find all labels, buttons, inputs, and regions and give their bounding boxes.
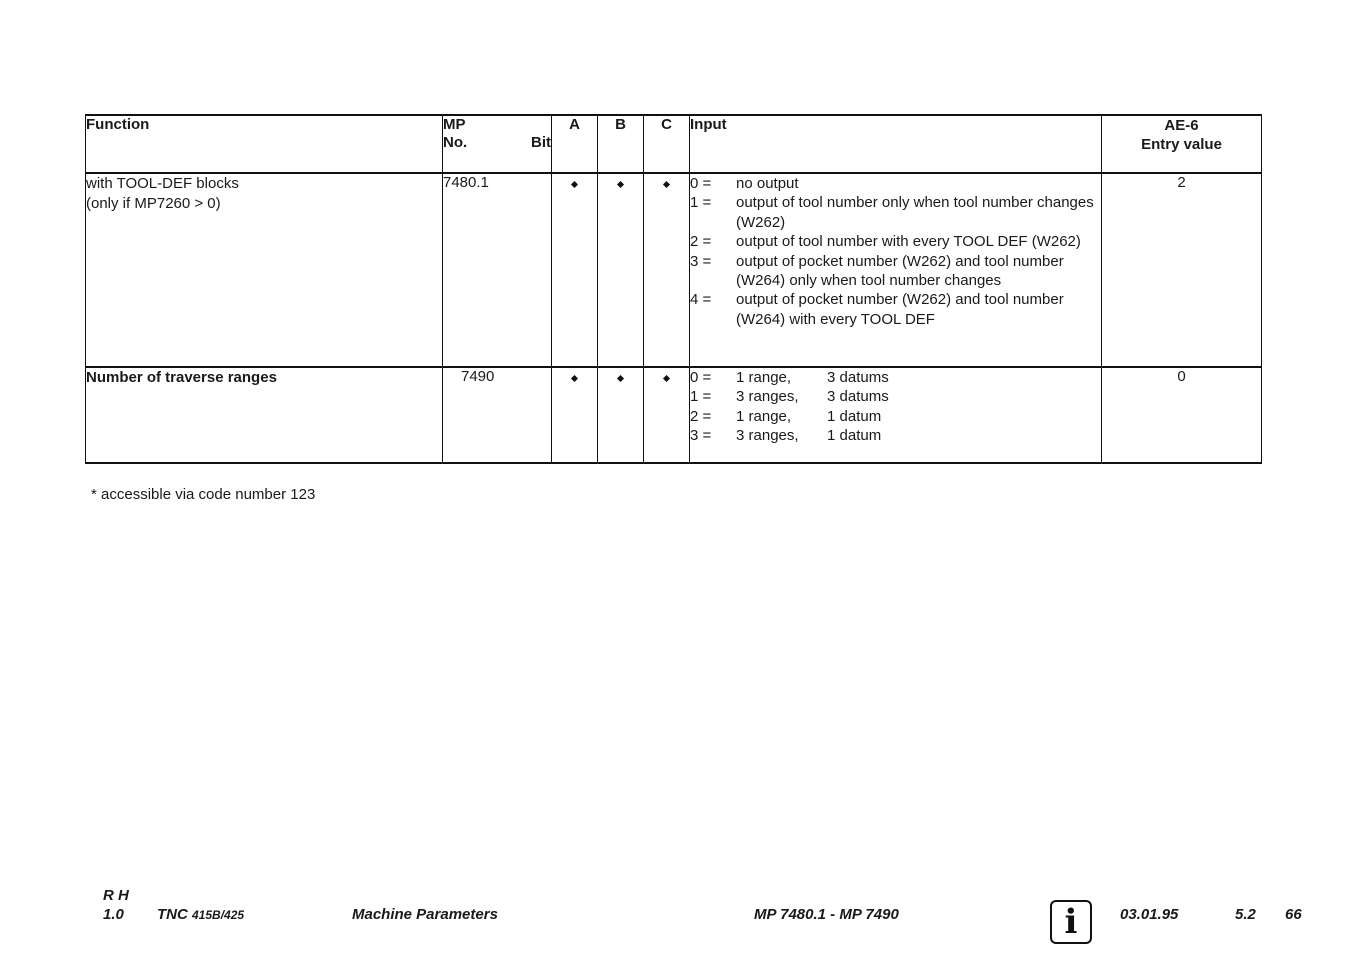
footer-date: 03.01.95	[1120, 906, 1179, 923]
info-icon	[1050, 900, 1092, 944]
header-input: Input	[690, 115, 1102, 173]
table-row	[86, 367, 1262, 463]
mp-number: 7490	[443, 367, 552, 463]
input-options	[690, 173, 1102, 367]
input-option	[690, 290, 1101, 329]
footer-page: 66	[1285, 906, 1302, 923]
header-a: A	[552, 115, 598, 173]
mp-number: 7480.1	[443, 173, 552, 367]
option-text: output of pocket number (W262) and tool number (W264) only when tool number changes	[736, 252, 1064, 290]
col-a-marker	[552, 173, 598, 367]
footer-section: 5.2	[1235, 906, 1256, 923]
footnote: * accessible via code number 123	[91, 486, 316, 503]
input-option	[690, 368, 1101, 387]
option-range: 1 range,	[736, 369, 792, 386]
col-c-marker	[644, 173, 690, 367]
diamond-bullet-icon	[571, 375, 578, 382]
machine-parameters-table	[85, 114, 1262, 464]
option-range: 3 ranges,	[736, 388, 799, 406]
col-c-marker	[644, 367, 690, 463]
footer-tnc: TNC	[157, 906, 188, 923]
input-option	[690, 426, 1101, 445]
entry-value: 2	[1102, 173, 1262, 367]
option-key: 4 =	[690, 291, 712, 309]
header-ae6: AE-6	[1164, 117, 1199, 134]
header-bit: Bit	[531, 134, 551, 151]
header-mp-label: MP	[443, 116, 466, 133]
header-entry-value	[1102, 115, 1262, 173]
option-datum: 3 datums	[827, 388, 889, 406]
option-datum: 3 datums	[827, 369, 889, 386]
function-line: with TOOL-DEF blocks	[86, 175, 239, 192]
input-option	[690, 193, 1101, 232]
option-key: 3 =	[690, 427, 712, 445]
function-line: (only if MP7260 > 0)	[86, 194, 221, 212]
option-key: 2 =	[690, 233, 712, 251]
input-options	[690, 367, 1102, 463]
header-no: No.	[443, 134, 468, 151]
diamond-bullet-icon	[663, 181, 670, 188]
function-cell	[86, 173, 443, 367]
option-text: output of tool number only when tool number changes (W262)	[736, 194, 1094, 231]
table-row	[86, 173, 1262, 367]
option-key: 2 =	[690, 407, 712, 425]
option-text: no output	[736, 175, 799, 192]
option-text: output of tool number with every TOOL DEF (W262)	[736, 233, 1081, 251]
footer-title: Machine Parameters	[352, 906, 498, 923]
header-b: B	[598, 115, 644, 173]
footer-model: 415B/425	[192, 908, 245, 922]
input-option	[690, 387, 1101, 406]
option-datum: 1 datum	[827, 427, 882, 445]
option-text: output of pocket number (W262) and tool number (W264) with every TOOL DEF	[736, 291, 1064, 328]
footer-version: 1.0	[103, 906, 124, 923]
diamond-bullet-icon	[617, 375, 624, 382]
input-option	[690, 252, 1101, 291]
header-mp	[443, 115, 552, 173]
diamond-bullet-icon	[571, 181, 578, 188]
option-key: 0 =	[690, 175, 712, 192]
option-key: 0 =	[690, 369, 712, 386]
input-option	[690, 232, 1101, 251]
header-function: Function	[86, 115, 443, 173]
header-c: C	[644, 115, 690, 173]
option-key: 1 =	[690, 388, 712, 406]
footer-product	[157, 906, 244, 923]
info-glyph: i	[1064, 902, 1078, 942]
col-a-marker	[552, 367, 598, 463]
entry-value: 0	[1102, 367, 1262, 463]
table-header-row	[86, 115, 1262, 173]
input-option	[690, 407, 1101, 426]
option-key: 1 =	[690, 194, 712, 212]
header-entry-label: Entry value	[1141, 136, 1222, 153]
option-range: 1 range,	[736, 407, 792, 425]
diamond-bullet-icon	[617, 181, 624, 188]
option-datum: 1 datum	[827, 407, 882, 425]
col-b-marker	[598, 367, 644, 463]
option-range: 3 ranges,	[736, 427, 799, 445]
input-option	[690, 174, 1101, 193]
diamond-bullet-icon	[663, 375, 670, 382]
function-cell: Number of traverse ranges	[86, 367, 443, 463]
col-b-marker	[598, 173, 644, 367]
footer-range: MP 7480.1 - MP 7490	[754, 906, 899, 923]
option-key: 3 =	[690, 252, 712, 270]
footer-rh: R H	[103, 887, 129, 904]
